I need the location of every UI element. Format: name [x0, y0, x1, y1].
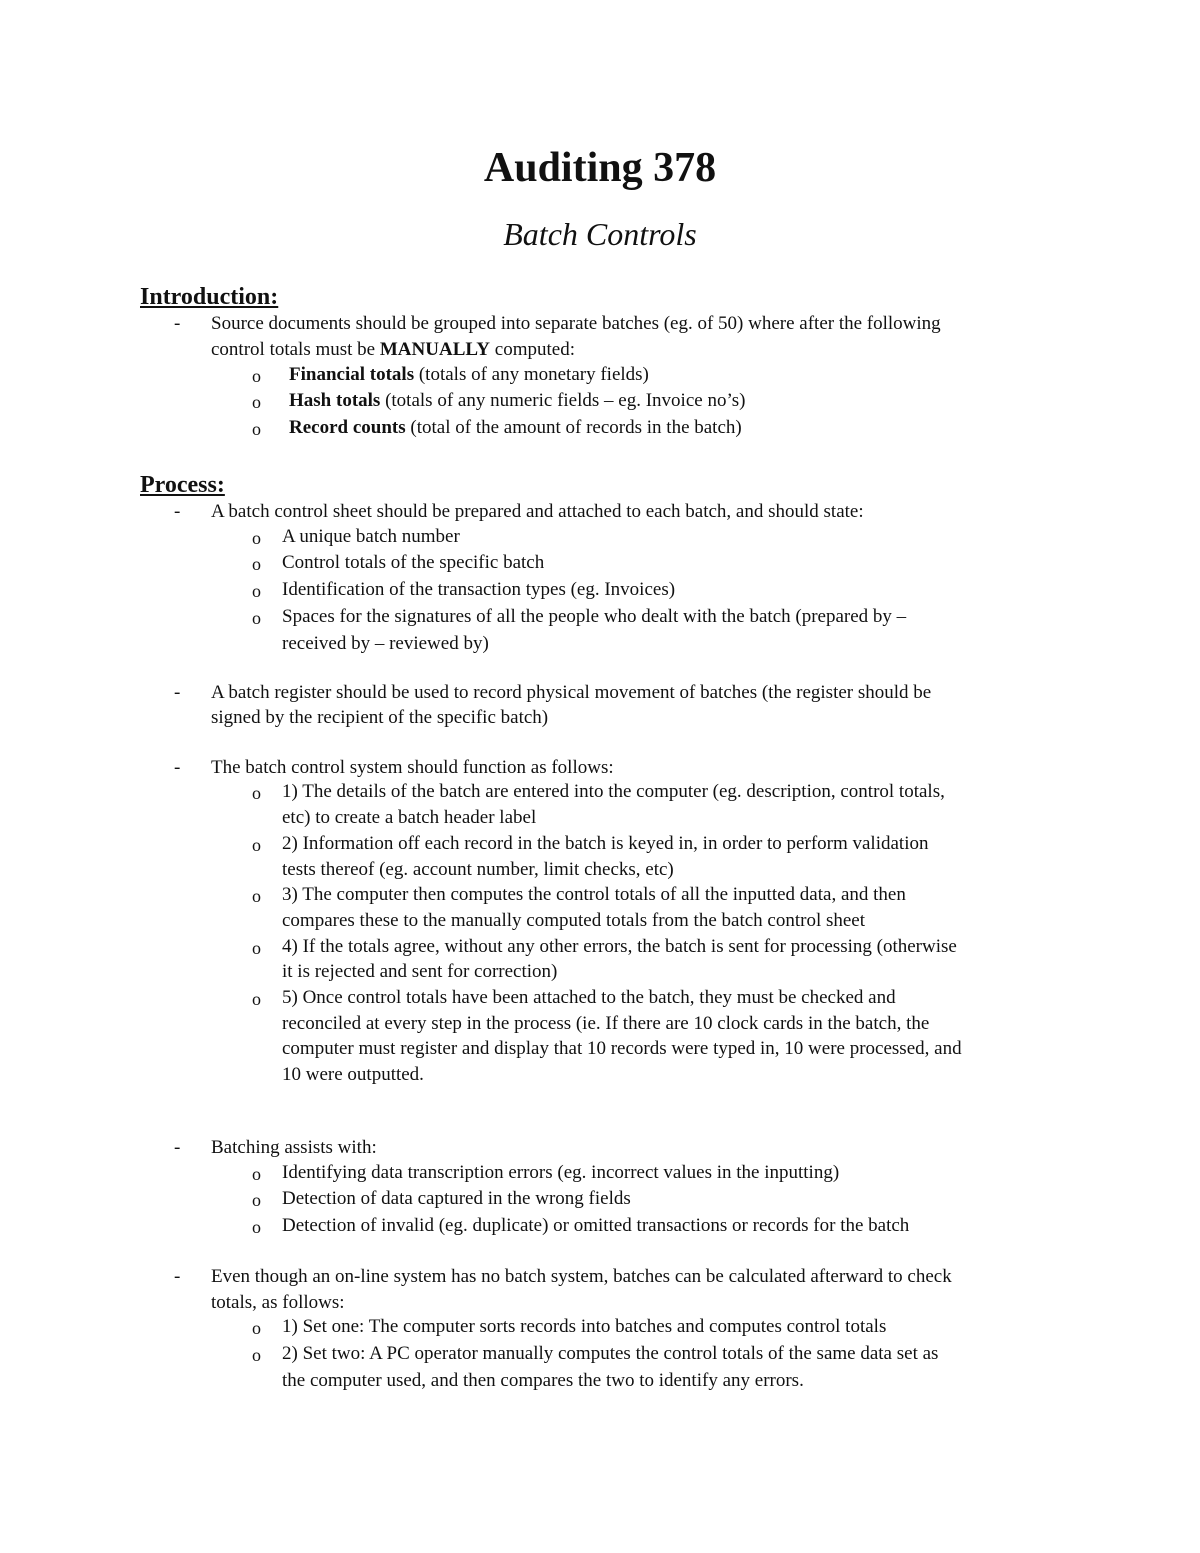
dash-bullet: -: [174, 501, 181, 522]
bullet-marker: o: [252, 366, 261, 386]
process-item: Detection of data captured in the wrong fields: [282, 1188, 631, 1209]
bullet-marker: o: [252, 783, 261, 803]
bullet-marker: o: [252, 528, 261, 548]
process-item: Spaces for the signatures of all the people who dealt with the batch (prepared by –: [282, 606, 907, 627]
process-item: A unique batch number: [282, 526, 460, 547]
process-item: Detection of invalid (eg. duplicate) or omitted transactions or records for the batch: [282, 1215, 910, 1236]
process-item: 2) Set two: A PC operator manually computes the control totals of the same data set as: [282, 1343, 939, 1364]
process-item: 1) Set one: The computer sorts records into batches and computes control totals: [282, 1316, 887, 1337]
process-line: signed by the recipient of the specific batch): [211, 707, 549, 728]
section-heading-process: Process:: [140, 472, 225, 498]
intro-item: Financial totals (totals of any monetary fields): [289, 364, 649, 385]
bullet-marker: o: [252, 938, 261, 958]
page-title: Auditing 378: [483, 145, 717, 191]
bullet-marker: o: [252, 1217, 261, 1237]
process-line: A batch control sheet should be prepared and attached to each batch, and should state:: [211, 501, 864, 522]
bullet-marker: o: [252, 608, 261, 628]
process-line: Even though an on-line system has no batch system, batches can be calculated afterward to check: [211, 1266, 952, 1287]
bullet-marker: o: [252, 835, 261, 855]
process-line: The batch control system should function as follows:: [211, 757, 614, 778]
process-step-continued: reconciled at every step in the process (ie. If there are 10 clock cards in the batch, the: [282, 1013, 930, 1034]
bullet-marker: o: [252, 581, 261, 601]
bullet-marker: o: [252, 554, 261, 574]
intro-line: Source documents should be grouped into separate batches (eg. of 50) where after the following: [211, 313, 941, 334]
bullet-marker: o: [252, 886, 261, 906]
process-step: 1) The details of the batch are entered into the computer (eg. description, control totals,: [282, 781, 945, 802]
process-step: 5) Once control totals have been attached to the batch, they must be checked and: [282, 987, 896, 1008]
emphasis-text: MANUALLY: [379, 339, 491, 360]
intro-item: Hash totals (totals of any numeric fields – eg. Invoice no’s): [289, 390, 746, 411]
dash-bullet: -: [174, 682, 181, 703]
process-step-continued: it is rejected and sent for correction): [282, 961, 558, 982]
page-subtitle: Batch Controls: [503, 216, 697, 252]
bullet-marker: o: [252, 1318, 261, 1338]
process-item: Identifying data transcription errors (eg. incorrect values in the inputting): [282, 1162, 840, 1183]
process-step: 2) Information off each record in the batch is keyed in, in order to perform validation: [282, 833, 929, 854]
process-item-continued: the computer used, and then compares the two to identify any errors.: [282, 1370, 804, 1391]
process-step-continued: tests thereof (eg. account number, limit checks, etc): [282, 859, 674, 880]
process-step-continued: etc) to create a batch header label: [282, 807, 537, 828]
bullet-marker: o: [252, 392, 261, 412]
process-line: Batching assists with:: [211, 1137, 377, 1158]
process-step: 4) If the totals agree, without any other errors, the batch is sent for processing (otherwise: [282, 936, 957, 957]
process-item: Identification of the transaction types (eg. Invoices): [282, 579, 676, 600]
process-item: Control totals of the specific batch: [282, 552, 545, 573]
dash-bullet: -: [174, 1137, 181, 1158]
process-item-continued: received by – reviewed by): [282, 633, 489, 654]
bullet-marker: o: [252, 1345, 261, 1365]
bullet-marker: o: [252, 1164, 261, 1184]
process-step-continued: 10 were outputted.: [282, 1064, 424, 1085]
dash-bullet: -: [174, 1266, 181, 1287]
process-line: A batch register should be used to record physical movement of batches (the register should be: [211, 682, 932, 703]
process-step-continued: computer must register and display that 10 records were typed in, 10 were processed, and: [282, 1038, 962, 1059]
process-step-continued: compares these to the manually computed totals from the batch control sheet: [282, 910, 866, 931]
dash-bullet: -: [174, 313, 181, 334]
process-line: totals, as follows:: [211, 1292, 345, 1313]
section-heading-introduction: Introduction:: [140, 284, 279, 310]
bullet-marker: o: [252, 989, 261, 1009]
dash-bullet: -: [174, 757, 181, 778]
process-step: 3) The computer then computes the control totals of all the inputted data, and then: [282, 884, 906, 905]
bullet-marker: o: [252, 419, 261, 439]
intro-line: control totals must be MANUALLY computed:: [211, 339, 575, 360]
intro-item: Record counts (total of the amount of records in the batch): [289, 417, 742, 438]
bullet-marker: o: [252, 1190, 261, 1210]
